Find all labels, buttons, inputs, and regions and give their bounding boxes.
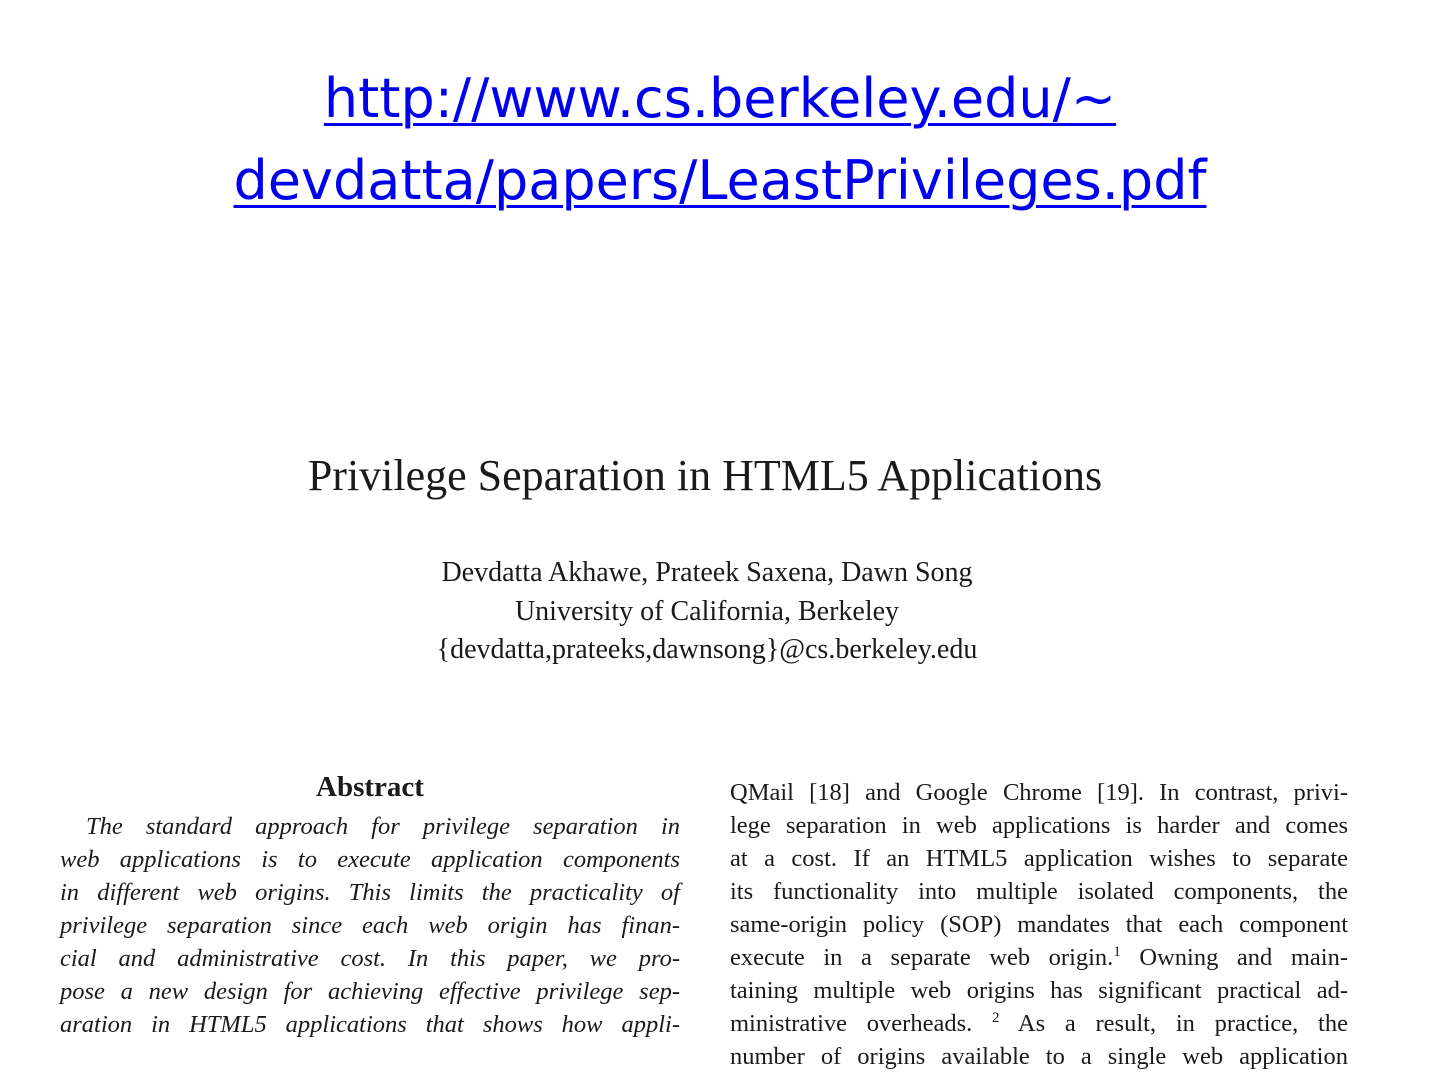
- paper-url-link[interactable]: [0, 58, 1440, 222]
- abstract-line: web applications is to execute application components: [60, 846, 680, 873]
- intro-line: lege separation in web applications is harder and comes: [730, 812, 1348, 839]
- intro-text-segment: As a result, in practice, the: [999, 1010, 1348, 1037]
- abstract-line: aration in HTML5 applications that shows how appli-: [60, 1011, 680, 1038]
- author-emails: {devdatta,prateeks,dawnsong}@cs.berkeley.edu: [436, 634, 978, 665]
- abstract-line: pose a new design for achieving effective privilege sep-: [60, 978, 680, 1005]
- slide-link[interactable]: [0, 58, 1440, 222]
- paper-url-line-2[interactable]: devdatta/papers/LeastPrivileges.pdf: [233, 149, 1207, 212]
- footnote-marker: 2: [992, 1009, 1000, 1026]
- intro-line: its functionality into multiple isolated components, the: [730, 878, 1348, 905]
- abstract-heading: Abstract: [316, 771, 424, 803]
- paper-title: Privilege Separation in HTML5 Applications: [307, 451, 1103, 500]
- intro-text-segment: Owning and main-: [1120, 944, 1348, 971]
- intro-line: same-origin policy (SOP) mandates that each component: [730, 911, 1348, 938]
- abstract-line: The standard approach for privilege separation in: [86, 813, 680, 840]
- intro-line: [730, 941, 1348, 974]
- abstract-line: privilege separation since each web origin has finan-: [60, 912, 680, 939]
- intro-line: [730, 1007, 1348, 1040]
- author-names: Devdatta Akhawe, Prateek Saxena, Dawn Song: [441, 557, 973, 588]
- intro-column: [730, 776, 1348, 1070]
- intro-line: taining multiple web origins has significant practical ad-: [730, 977, 1348, 1004]
- abstract-line: in different web origins. This limits the practicality of: [60, 879, 680, 906]
- intro-line: number of origins available to a single web application: [730, 1043, 1348, 1070]
- paper-url-line-1[interactable]: http://www.cs.berkeley.edu/~: [323, 67, 1117, 130]
- paper-screenshot: [0, 430, 1440, 1070]
- author-affiliation: University of California, Berkeley: [514, 595, 900, 627]
- intro-text-segment: ministrative overheads.: [730, 1010, 973, 1037]
- abstract-line: cial and administrative cost. In this paper, we pro-: [60, 945, 680, 972]
- intro-line: QMail [18] and Google Chrome [19]. In contrast, privi-: [730, 779, 1348, 806]
- intro-line: at a cost. If an HTML5 application wishes to separate: [730, 845, 1348, 872]
- abstract-text: [60, 810, 680, 1041]
- footnote-marker: 1: [1113, 943, 1121, 960]
- author-block: [0, 554, 1414, 670]
- abstract-column: [60, 768, 680, 1060]
- intro-text-segment: execute in a separate web origin.: [730, 944, 1114, 971]
- intro-text: [730, 776, 1348, 1073]
